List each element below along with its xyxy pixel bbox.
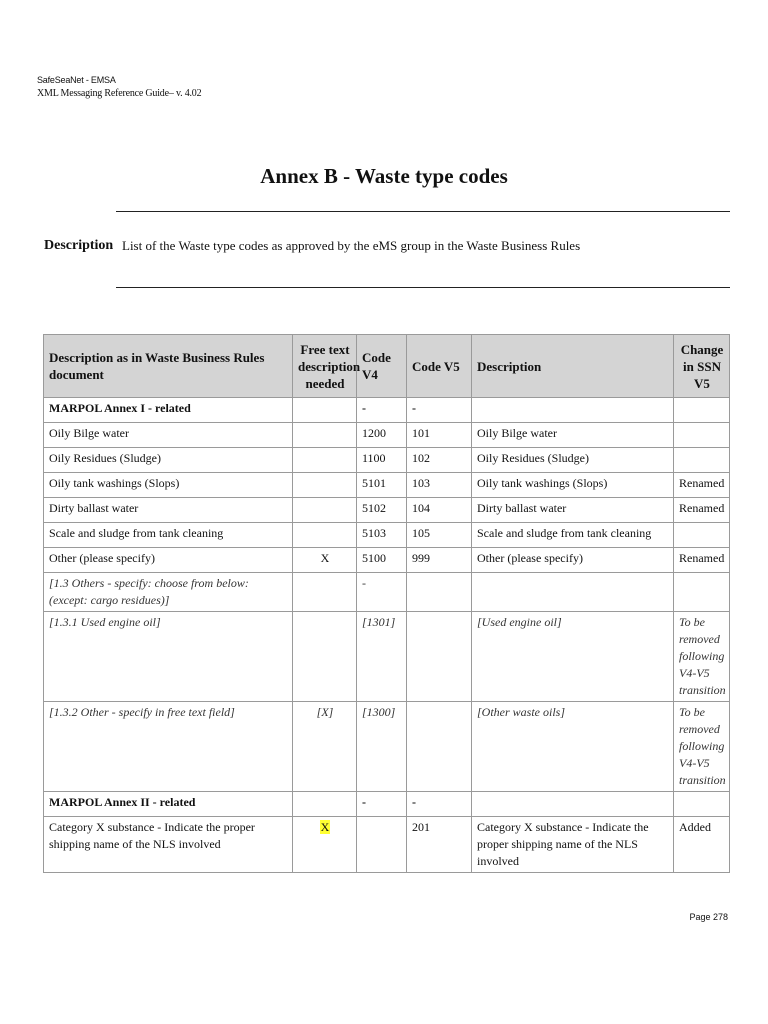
table-row [44,423,730,448]
table-cell: Renamed [674,498,730,523]
table-cell: - [357,398,407,423]
table-cell [674,398,730,423]
table-cell: [X] [293,702,357,792]
table-cell: [1.3 Others - specify: choose from below: (except: cargo residues)] [44,573,293,612]
table-cell: 1200 [357,423,407,448]
table-row [44,448,730,473]
table-cell: Oily Bilge water [44,423,293,448]
table-row [44,792,730,817]
table-cell: MARPOL Annex II - related [44,792,293,817]
table-cell: Other (please specify) [472,548,674,573]
table-row [44,573,730,612]
table-cell: 1100 [357,448,407,473]
header-cell: Description [472,335,674,398]
document-header [37,74,201,100]
table-cell: X [293,548,357,573]
table-cell [407,702,472,792]
table-cell: MARPOL Annex I - related [44,398,293,423]
header-cell: Code V4 [357,335,407,398]
table-cell: [1300] [357,702,407,792]
page-title: Annex B - Waste type codes [260,164,508,188]
table-cell: Category X substance - Indicate the proper shipping name of the NLS involved [472,817,674,873]
table-cell [293,573,357,612]
table-cell: 5103 [357,523,407,548]
table-cell: [1.3.1 Used engine oil] [44,612,293,702]
table-cell: To be removed following V4-V5 transition [674,612,730,702]
table-cell: - [407,398,472,423]
table-cell [472,398,674,423]
table-body [44,398,730,873]
table-cell [357,817,407,873]
table-row [44,702,730,792]
table-cell: Scale and sludge from tank cleaning [472,523,674,548]
table-cell: [1.3.2 Other - specify in free text field] [44,702,293,792]
table-cell: Other (please specify) [44,548,293,573]
header-cell: Free text description needed [293,335,357,398]
table-row [44,473,730,498]
table-cell [293,423,357,448]
header-line-1: SafeSeaNet - EMSA [37,75,116,85]
table-cell: Oily Residues (Sludge) [472,448,674,473]
header-cell: Code V5 [407,335,472,398]
table-cell: Scale and sludge from tank cleaning [44,523,293,548]
table-cell [293,498,357,523]
table-row [44,548,730,573]
table-cell: - [357,792,407,817]
description-label: Description [44,238,114,253]
table-cell: 201 [407,817,472,873]
table-cell: Renamed [674,473,730,498]
table-cell: 102 [407,448,472,473]
table-cell [293,398,357,423]
top-rule [116,211,730,212]
header-cell: Change in SSN V5 [674,335,730,398]
table-row [44,498,730,523]
waste-codes-table [43,334,730,873]
table-cell [674,448,730,473]
header-line-2: XML Messaging Reference Guide– v. 4.02 [37,88,202,99]
table-cell: 101 [407,423,472,448]
table-cell: Dirty ballast water [472,498,674,523]
table-cell: To be removed following V4-V5 transition [674,702,730,792]
table-cell [674,573,730,612]
table-row [44,612,730,702]
table-cell: 5100 [357,548,407,573]
table-cell: 5101 [357,473,407,498]
table-cell: - [407,792,472,817]
table-cell: 104 [407,498,472,523]
table-cell: - [357,573,407,612]
description-text: List of the Waste type codes as approved by the eMS group in the Waste Business Rules [122,238,581,253]
table-cell: Oily tank washings (Slops) [472,473,674,498]
table-row [44,523,730,548]
table-cell: 5102 [357,498,407,523]
table-cell [472,792,674,817]
table-cell: 105 [407,523,472,548]
table-cell: Dirty ballast water [44,498,293,523]
table-cell [674,792,730,817]
table-cell: Oily Residues (Sludge) [44,448,293,473]
table-cell: Renamed [674,548,730,573]
page-number: Page 278 [689,912,728,922]
table-cell [472,573,674,612]
table-cell: Category X substance - Indicate the proper shipping name of the NLS involved [44,817,293,873]
table-cell: [Other waste oils] [472,702,674,792]
table-header-row [44,335,730,398]
table-cell [674,523,730,548]
table-cell: Oily tank washings (Slops) [44,473,293,498]
table-cell: [Used engine oil] [472,612,674,702]
table-cell: [1301] [357,612,407,702]
table-cell: 999 [407,548,472,573]
table-cell [293,448,357,473]
table-cell [293,817,357,873]
table-row [44,398,730,423]
table-cell [407,573,472,612]
header-cell: Description as in Waste Business Rules document [44,335,293,398]
highlighted-value: X [320,820,330,834]
bottom-rule [116,287,730,288]
table-row [44,817,730,873]
table-cell: 103 [407,473,472,498]
table-cell [407,612,472,702]
table-cell [293,792,357,817]
table-cell [293,473,357,498]
table-cell [674,423,730,448]
table-cell: Added [674,817,730,873]
table-cell [293,612,357,702]
table-cell [293,523,357,548]
table-cell: Oily Bilge water [472,423,674,448]
